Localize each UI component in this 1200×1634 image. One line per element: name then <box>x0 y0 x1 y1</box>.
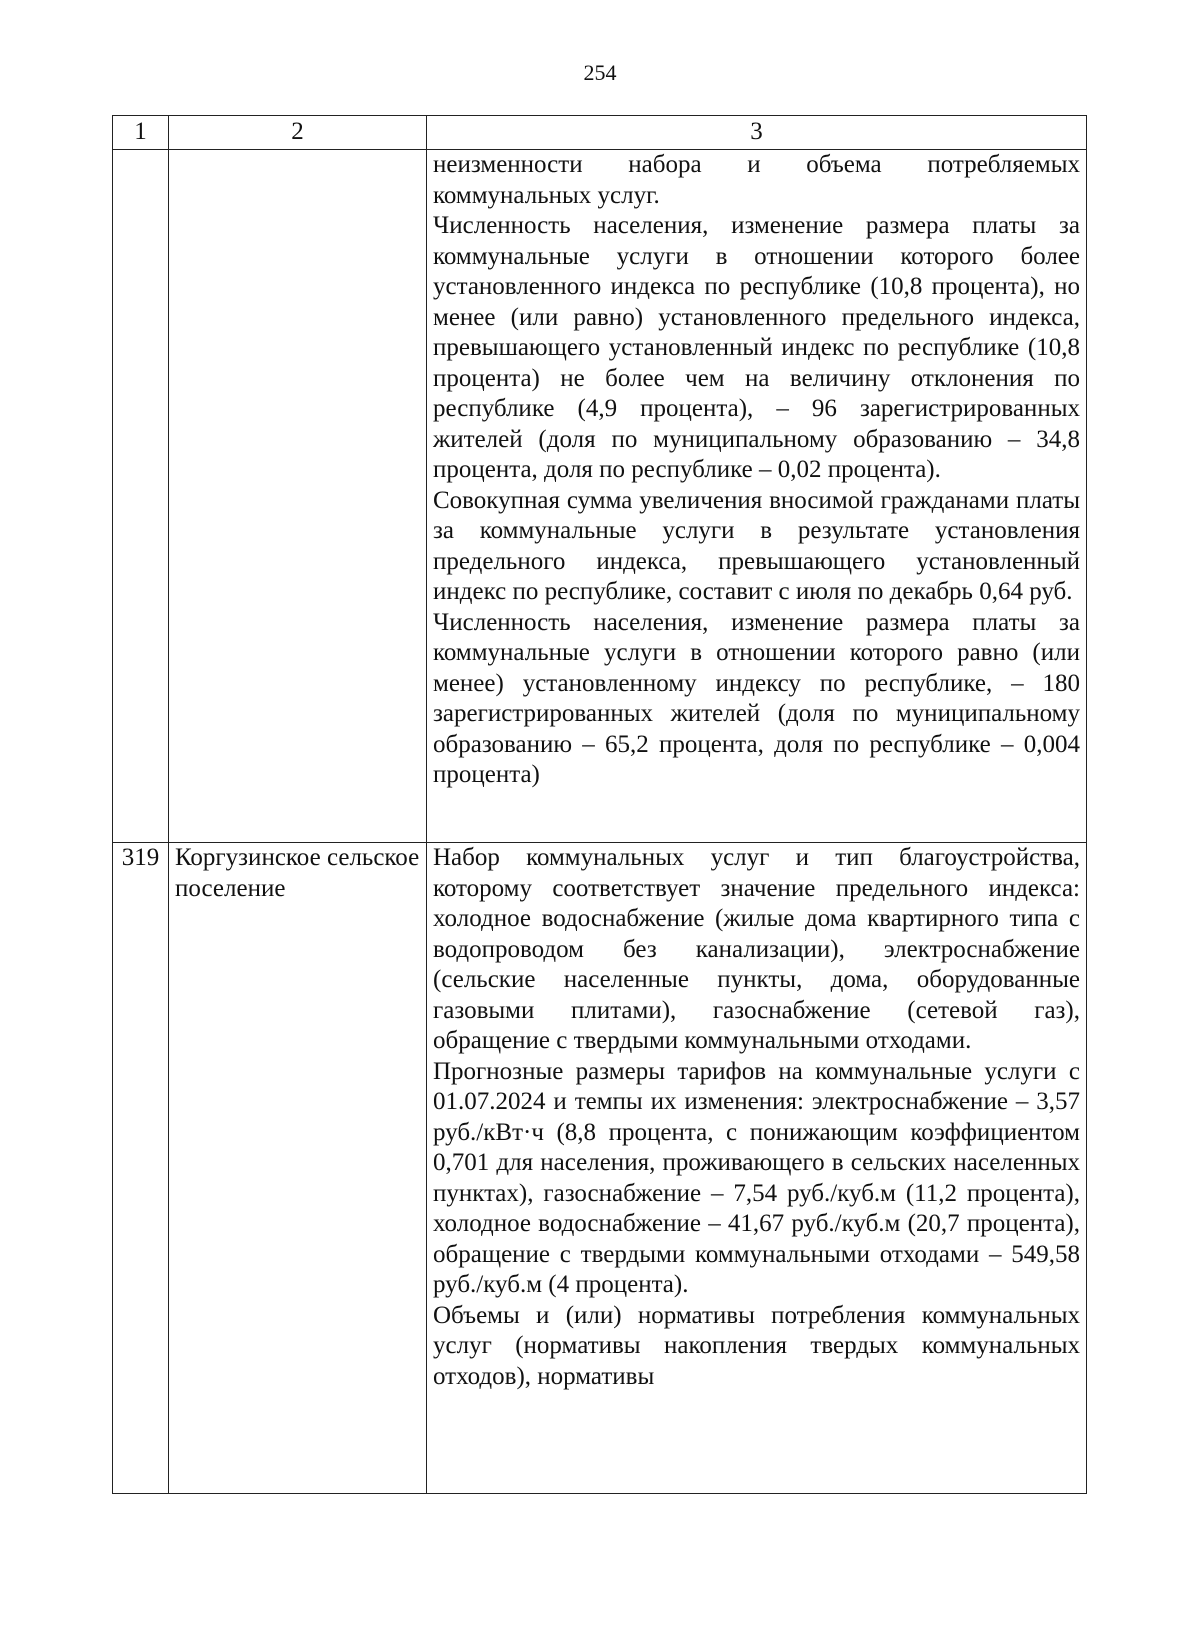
table-header-row <box>113 116 1087 150</box>
description-paragraph: Численность населения, изменение размера платы за коммунальные услуги в отношении которого равно (или менее) установленному индексу по республике, – 180 зарегистрированных жителей (доля по муниципальному образованию – 65,2 процента, доля по республике – 0,004 процента) <box>433 608 1080 788</box>
description-paragraph: Численность населения, изменение размера платы за коммунальные услуги в отношении которого более установленного индекса по республике (10,8 процента), но менее (или равно) установленного предельного индекса, превышающего установленный индекс по республике (10,8 процента) не более чем на величину отклонения по республике (4,9 процента), – 96 зарегистрированных жителей (доля по муниципальному образованию – 34,8 процента, доля по республике – 0,02 процента). <box>433 212 1080 483</box>
description-paragraph: Объемы и (или) нормативы потребления коммунальных услуг (нормативы накопления твердых коммунальных отходов), нормативы <box>433 1301 1080 1390</box>
description-paragraph: Набор коммунальных услуг и тип благоустройства, которому соответствует значение предельного индекса: холодное водоснабжение (жилые дома квартирного типа с водопроводом без канализации), электроснабжение (сельские населенные пункты, дома, оборудованные газовыми плитами), газоснабжение (сетевой газ), обращение с твердыми коммунальными отходами. <box>433 844 1080 1054</box>
settlement-name: Коргузинское сельское поселение <box>169 843 427 1494</box>
row-number <box>113 150 169 843</box>
table-row <box>113 150 1087 843</box>
description-cell <box>427 150 1087 843</box>
row-number: 319 <box>113 843 169 1494</box>
description-paragraph: Совокупная сумма увеличения вносимой гражданами платы за коммунальные услуги в результате установления предельного индекса, превышающего установленный индекс по республике, составит с июля по декабрь 0,64 руб. <box>433 486 1080 605</box>
column-header-2: 2 <box>169 116 427 150</box>
settlement-name <box>169 150 427 843</box>
data-table <box>112 115 1087 1494</box>
page-number: 254 <box>583 60 617 85</box>
description-cell <box>427 843 1087 1494</box>
column-header-3: 3 <box>427 116 1087 150</box>
description-paragraph: Прогнозные размеры тарифов на коммунальные услуги с 01.07.2024 и темпы их изменения: электроснабжение – 3,57 руб./кВт·ч (8,8 процента, с понижающим коэффициентом 0,701 для населения, проживающего в сельских населенных пунктах), газоснабжение – 7,54 руб./куб.м (11,2 процента), холодное водоснабжение – 41,67 руб./куб.м (20,7 процента), обращение с твердыми коммунальными отходами – 549,58 руб./куб.м (4 процента). <box>433 1057 1080 1298</box>
description-paragraph: неизменности набора и объема потребляемых коммунальных услуг. <box>433 151 1080 209</box>
column-header-1: 1 <box>113 116 169 150</box>
table-row <box>113 843 1087 1494</box>
